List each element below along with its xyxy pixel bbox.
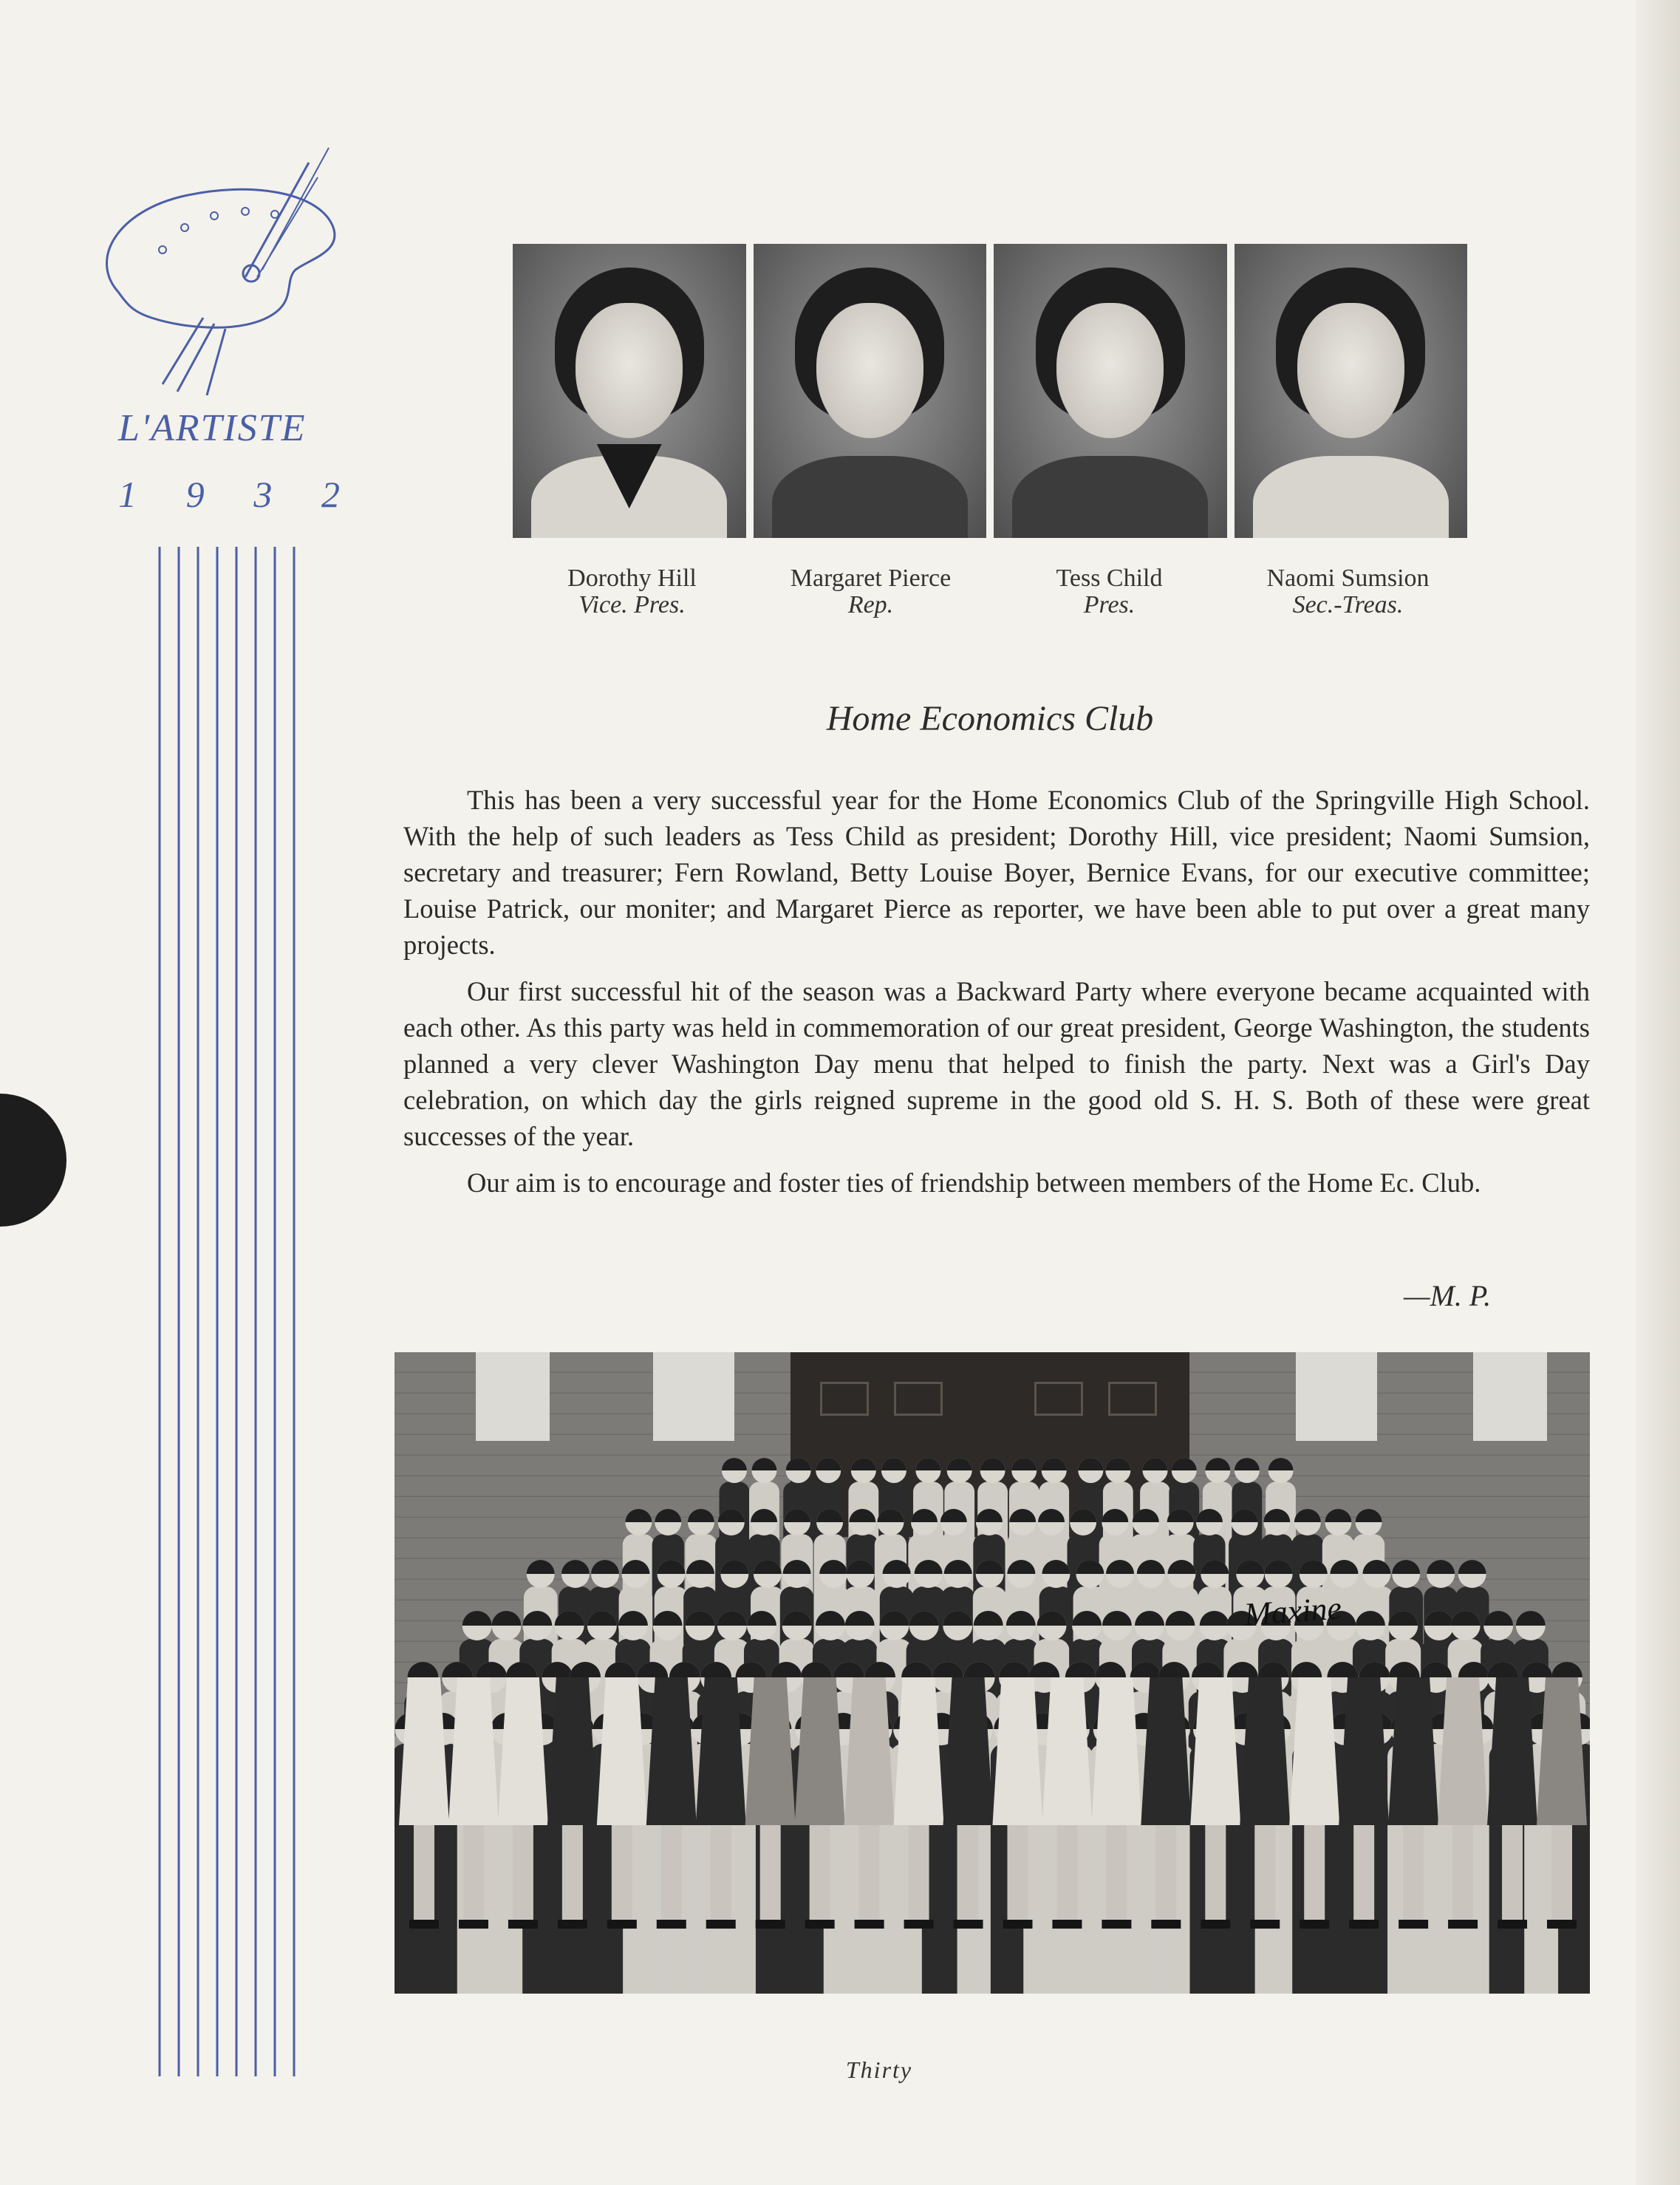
portrait-dorothy-hill [513,244,746,538]
decorative-vertical-rules [157,547,304,2076]
officer-name: Tess Child [1056,565,1163,592]
year-digit: 9 [185,474,205,515]
page-number: Thirty [845,2056,913,2083]
officer-captions [513,565,1467,618]
photo-handwritten-name: Maxine [1243,1589,1343,1633]
officer-portraits [513,244,1467,538]
article-paragraph: Our aim is to encourage and foster ties of friendship between members of the Home Ec. Club. [467,1168,1481,1198]
year-digit: 1 [118,474,137,515]
officer-name: Naomi Sumsion [1266,565,1430,592]
binder-clip-shadow [0,1094,66,1227]
officer-name: Dorothy Hill [567,565,697,592]
portrait-margaret-pierce [754,244,987,538]
article-signature: —M. P. [1404,1279,1492,1312]
masthead-title: L'ARTISTE [118,407,307,449]
article-body [403,782,1590,1211]
year-digit: 2 [321,474,340,515]
portrait-tess-child [994,244,1227,538]
caption-officer [1229,565,1467,618]
officer-role: Pres. [1083,591,1136,618]
officer-name: Margaret Pierce [790,565,952,592]
officer-role: Sec.-Treas. [1292,591,1404,618]
portrait-naomi-sumsion [1235,244,1468,538]
masthead-year [118,473,340,516]
page-edge [1636,0,1680,2185]
artist-palette-icon [74,140,369,406]
officer-role: Vice. Pres. [578,591,686,618]
caption-officer [990,565,1229,618]
caption-officer [751,565,990,618]
club-group-photo [395,1352,1590,1994]
caption-officer [513,565,751,618]
year-digit: 3 [253,474,273,515]
article-paragraph: Our first successful hit of the season was a Backward Party where everyone became acquainted with each other. As this party was held in commemoration of our great president, George Washington, the students planned a very clever Washington Day menu that helped to finish the party. Next was a Girl's Day celebration, on which day the girls reigned supreme in the good old S. H. S. Both of these were great successes of the year. [403,976,1590,1151]
officer-role: Rep. [847,591,894,618]
article-title: Home Economics Club [826,699,1154,738]
article-paragraph: This has been a very successful year for the Home Economics Club of the Springville High School. With the help of such leaders as Tess Child as president; Dorothy Hill, vice president; Naomi Sumsion, secretary and treasurer; Fern Rowland, Betty Louise Boyer, Bernice Evans, for our executive committee; Louise Patrick, our moniter; and Margaret Pierce as reporter, we have been able to put over a great many projects. [403,785,1590,960]
